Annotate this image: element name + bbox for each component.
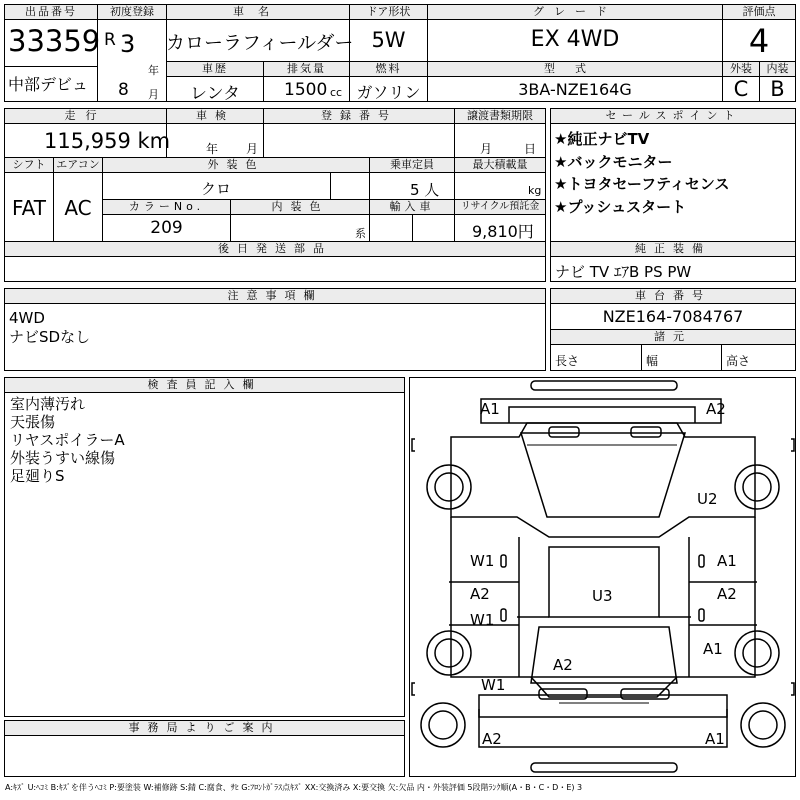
registration-month: 8 (118, 80, 129, 100)
mark-left-front-door: W1 (470, 552, 495, 570)
deferred-parts-label: 後日発送部品 (4, 241, 546, 257)
exterior-color: クロ (200, 180, 231, 198)
exterior-label: 外装 (722, 61, 760, 77)
color-number-label: カラーNo. (102, 199, 231, 215)
car-name-label: 車名 (166, 4, 350, 20)
sales-points-label: セールスポイント (550, 108, 796, 124)
exterior-color-label: 外装色 (102, 157, 370, 173)
fuel-label: 燃料 (349, 61, 428, 77)
registration-year: 3 (120, 30, 136, 58)
genuine-equipment: ナビ TV ｴｱB PS PW (555, 263, 692, 281)
interior-color-suffix: 系 (355, 227, 366, 240)
fuel: ガソリン (356, 83, 421, 102)
sales-points-list (554, 128, 729, 218)
inspector-label: 検査員記入欄 (4, 377, 405, 393)
inspector-line: リヤスポイラーA (10, 431, 125, 449)
chassis-label: 車台番号 (550, 288, 796, 304)
inspection-month-unit: 月 (246, 142, 259, 156)
mark-left-quarter: W1 (481, 676, 506, 694)
mark-rear-right: A1 (705, 730, 725, 748)
inspector-comments (10, 395, 125, 485)
first-registration-label: 初度登録 (97, 4, 167, 20)
score: 4 (748, 22, 770, 60)
notes-list (9, 309, 90, 347)
note-line: ナビSDなし (9, 328, 91, 346)
lot-number: 33359 (8, 24, 101, 58)
recycle-label: リサイクル預託金 (454, 199, 546, 215)
notes-label: 注意事項欄 (4, 288, 546, 304)
mark-right-rear-door: A2 (717, 585, 737, 603)
mark-left-rear-door-a: A2 (470, 585, 490, 603)
transfer-month-unit: 月 (480, 142, 493, 156)
office-label: 事務局よりご案内 (4, 720, 405, 736)
displacement: 1500 (284, 80, 328, 100)
month-unit: 月 (148, 88, 159, 101)
shift-label: シフト (4, 157, 54, 173)
genuine-equipment-label: 純正装備 (550, 241, 796, 257)
shift: FAT (11, 196, 46, 220)
max-load-unit: kg (528, 184, 542, 197)
exterior-score: C (733, 77, 749, 101)
note-line: 4WD (9, 309, 45, 327)
interior-score: B (770, 77, 785, 101)
year-unit: 年 (148, 64, 159, 77)
chassis-number: NZE164-7084767 (602, 307, 744, 326)
import-label: 輸入車 (369, 199, 455, 215)
ac-label: エアコン (53, 157, 103, 173)
sales-point: ★バックモニター (554, 152, 673, 171)
interior-color-label: 内装色 (230, 199, 370, 215)
mark-roof: U3 (592, 587, 613, 605)
ac: AC (64, 196, 92, 220)
grade: EX 4WD (530, 27, 620, 52)
mark-right-front-door: A1 (717, 552, 737, 570)
model: 3BA-NZE164G (518, 80, 632, 99)
inspector-line: 室内薄汚れ (10, 395, 86, 413)
history-label: 車歴 (166, 61, 264, 77)
lot-number-label: 出品番号 (4, 4, 98, 20)
displacement-label: 排気量 (263, 61, 350, 77)
recycle-deposit: 9,810円 (472, 222, 534, 241)
inspection-label: 車検 (166, 108, 264, 124)
inspection-year-unit: 年 (206, 142, 219, 156)
mark-rear-glass: A2 (553, 656, 573, 674)
sales-point: ★プッシュスタート (554, 197, 687, 216)
width-label: 幅 (646, 354, 659, 368)
grade-label: グレード (427, 4, 723, 20)
dimensions-label: 諸元 (550, 329, 796, 345)
capacity-label: 乗車定員 (369, 157, 455, 173)
history: レンタ (190, 84, 240, 104)
car-diagram (409, 377, 796, 777)
venue: 中部デビュ (8, 75, 89, 94)
transfer-deadline-label: 譲渡書類期限 (454, 108, 546, 124)
mileage: 115,959 km (44, 129, 171, 153)
mark-front-right: A2 (706, 400, 726, 418)
transfer-day-unit: 日 (524, 142, 537, 156)
mark-front-left: A1 (480, 400, 500, 418)
displacement-unit: cc (330, 86, 343, 99)
model-label: 型式 (427, 61, 723, 77)
max-load-label: 最大積載量 (454, 157, 546, 173)
mileage-label: 走行 (4, 108, 167, 124)
damage-legend: A:ｷｽﾞ U:ﾍｺﾐ B:ｷｽﾞを伴うﾍｺﾐ P:要塗装 W:補修跡 S:錆 C:腐食、ｻﾋ G:ﾌﾛﾝﾄｶﾞﾗｽ点ｷｽﾞ XX:交換済み X:要交換 欠:欠品 内・外装評価 5段階ﾗﾝｸ順(A・B・C・D・E) 3 (5, 783, 583, 792)
inspector-line: 足廻りS (10, 467, 65, 485)
mark-right-front-fender: U2 (697, 490, 718, 508)
era: R (104, 30, 116, 50)
inspector-line: 天張傷 (10, 413, 56, 431)
length-label: 長さ (555, 354, 580, 368)
color-number: 209 (150, 218, 183, 238)
inspector-line: 外装うすい線傷 (10, 449, 116, 467)
doors-label: ドア形状 (349, 4, 428, 20)
reg-number-label: 登録番号 (263, 108, 455, 124)
sales-point: ★トヨタセーフティセンス (554, 175, 730, 193)
sales-point: ★純正ナビTV (554, 130, 650, 148)
score-label: 評価点 (722, 4, 796, 20)
mark-left-rear-door-w: W1 (470, 611, 495, 629)
capacity: 5 人 (410, 181, 440, 199)
mark-rear-right-fender: A1 (703, 640, 723, 658)
doors: 5W (371, 28, 406, 52)
car-name: カローラフィールダー (166, 32, 354, 54)
height-label: 高さ (726, 354, 751, 368)
mark-rear-left: A2 (482, 730, 502, 748)
interior-label: 内装 (759, 61, 796, 77)
